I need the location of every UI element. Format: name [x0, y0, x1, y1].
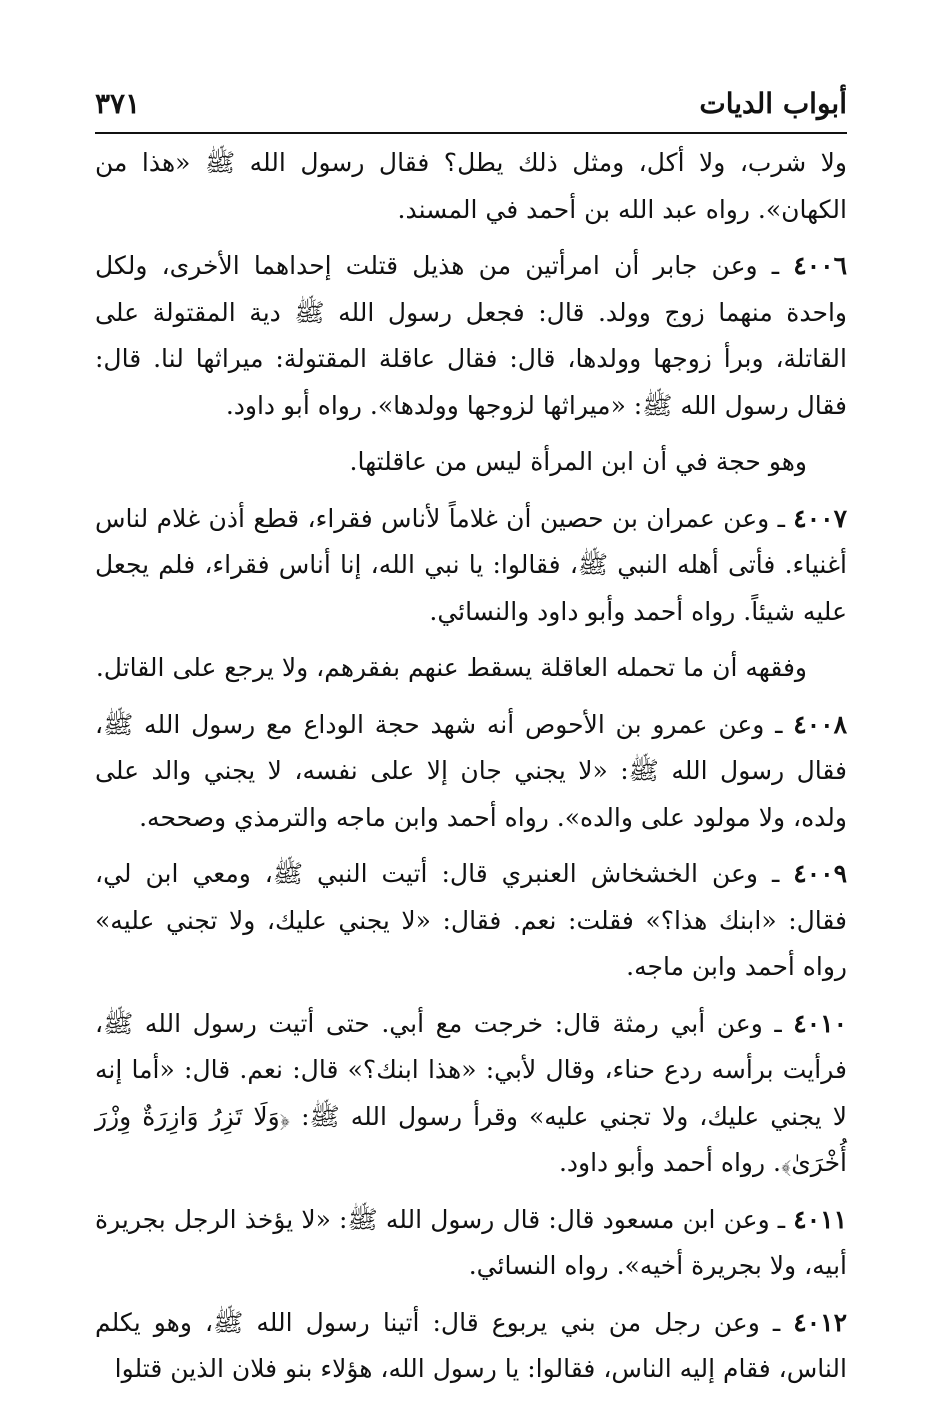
hadith-number: ٤٠١١ [793, 1204, 848, 1234]
hadith-number: ٤٠١٢ [793, 1307, 847, 1337]
hadith-number: ٤٠١٠ [793, 1008, 848, 1038]
paragraph-text: ـ وعن جابر أن امرأتين من هذيل قتلت إحداهما الأخرى، ولكل واحدة منهما زوج وولد. قال: فجعل رسول الله ﷺ دية المقتولة على القاتلة، وبرأ زوجها وولدها، قال: فقال عاقلة المقتولة: ميراثها لنا. قال: فقال رسول الله ﷺ: «ميراثها لزوجها وولدها». رواه أبو داود. [95, 251, 847, 420]
paragraph-text: ـ وعن عمرو بن الأحوص أنه شهد حجة الوداع مع رسول الله ﷺ، فقال رسول الله ﷺ: «لا يجني جان إلا على نفسه، لا يجني والد على ولده، ولا مولود على والده». رواه أحمد وابن ماجه والترمذي وصححه. [95, 709, 847, 832]
hadith-number: ٤٠٠٨ [793, 709, 848, 739]
hadith-4011 [95, 1197, 847, 1290]
hadith-4012 [95, 1300, 847, 1393]
paragraph-text: ـ وعن أبي رمثة قال: خرجت مع أبي. حتى أتيت رسول الله ﷺ، فرأيت برأسه ردع حناء، وقال لأبي: «هذا ابنك؟» قال: نعم. قال: «أما إنه لا يجني عليك، ولا تجني عليه» وقرأ رسول الله ﷺ: ﴿وَلَا تَزِرُ وَازِرَةٌ وِزْرَ أُخْرَىٰ﴾. رواه أحمد وأبو داود. [95, 1008, 847, 1177]
book-page [95, 78, 847, 1403]
page-header [95, 78, 847, 134]
hadith-4007 [95, 496, 847, 636]
commentary-paragraph [95, 645, 847, 692]
paragraph-text: ـ وعن ابن مسعود قال: قال رسول الله ﷺ: «لا يؤخذ الرجل بجريرة أبيه، ولا بجريرة أخيه». رواه النسائي. [95, 1204, 847, 1280]
page-body [95, 140, 847, 1393]
hadith-4010 [95, 1001, 847, 1187]
hadith-4008 [95, 702, 847, 842]
commentary-paragraph [95, 439, 847, 486]
paragraph-text: ـ وعن رجل من بني يربوع قال: أتينا رسول الله ﷺ، وهو يكلم الناس، فقام إليه الناس، فقالوا: يا رسول الله، هؤلاء بنو فلان الذين قتلوا [95, 1307, 847, 1383]
hadith-number: ٤٠٠٦ [793, 251, 847, 280]
running-title: أبواب الديات [699, 87, 847, 120]
paragraph-text: وفقهه أن ما تحمله العاقلة يسقط عنهم بفقرهم، ولا يرجع على القاتل. [95, 653, 807, 682]
paragraph-text: ولا شرب، ولا أكل، ومثل ذلك يطل؟ فقال رسول الله ﷺ «هذا من الكهان». رواه عبد الله بن أحمد في المسند. [95, 148, 847, 224]
hadith-number: ٤٠٠٧ [793, 503, 848, 533]
paragraph-text: ـ وعن الخشخاش العنبري قال: أتيت النبي ﷺ، ومعي ابن لي، فقال: «ابنك هذا؟» فقلت: نعم. فقال: «لا يجني عليك، ولا تجني عليه» رواه أحمد وابن ماجه. [95, 859, 847, 981]
paragraph-text: وهو حجة في أن ابن المرأة ليس من عاقلتها. [349, 447, 807, 476]
hadith-4006 [95, 243, 847, 429]
page-number: ٣٧١ [95, 87, 141, 120]
hadith-number: ٤٠٠٩ [793, 859, 848, 888]
hadith-4009 [95, 851, 847, 991]
paragraph-text: ـ وعن عمران بن حصين أن غلاماً لأناس فقراء، قطع أذن غلام لناس أغنياء. فأتى أهله النبي ﷺ، فقالوا: يا نبي الله، إنا أناس فقراء، فلم يجعل عليه شيئاً. رواه أحمد وأبو داود والنسائي. [95, 503, 847, 626]
paragraph-continuation [95, 140, 847, 233]
